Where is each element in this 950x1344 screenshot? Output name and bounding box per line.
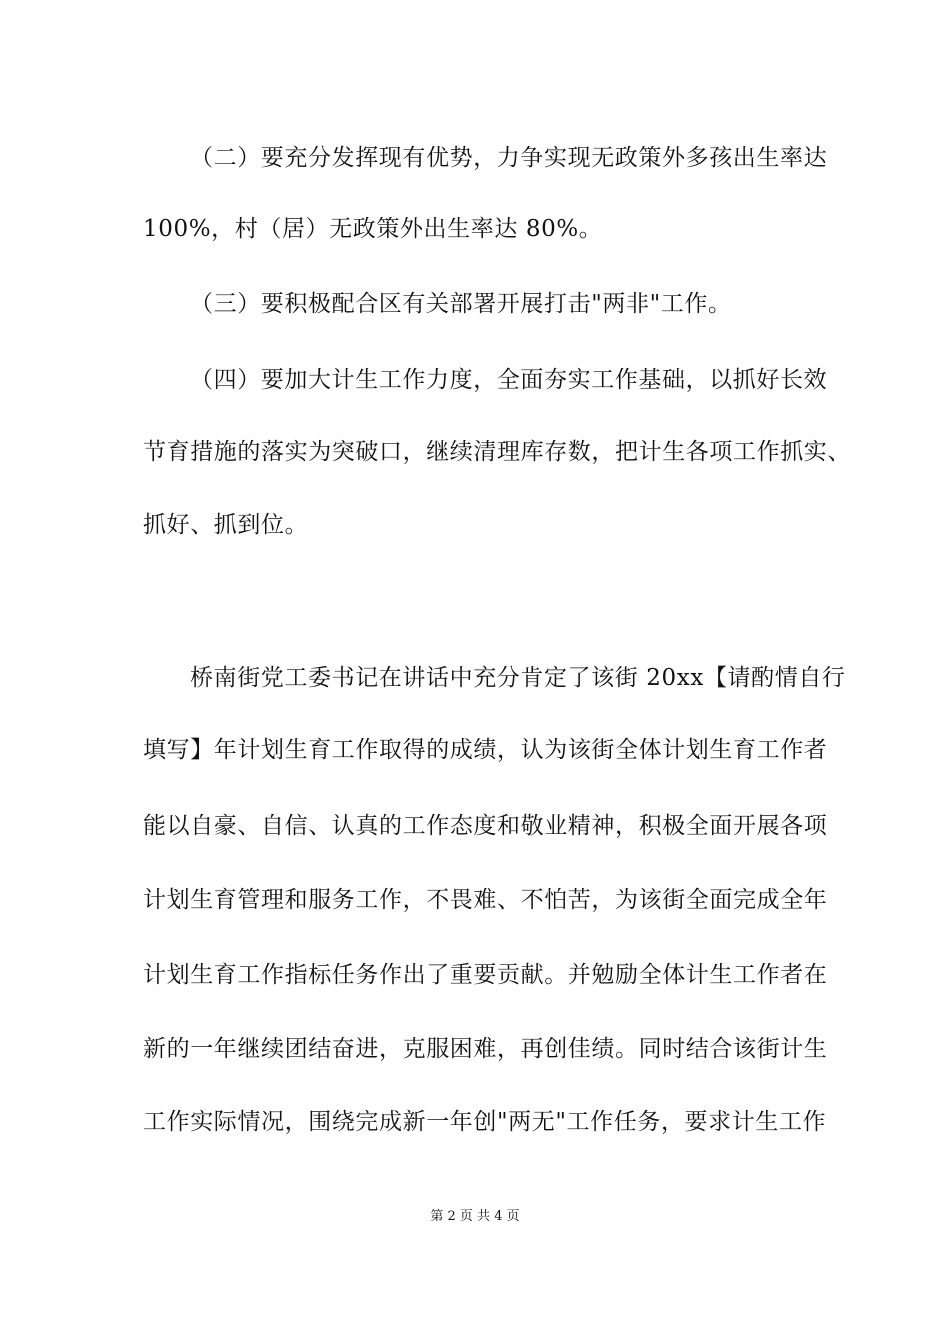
paragraph-line: 抓好、抓到位。 — [143, 512, 309, 538]
paragraph-line: 计划生育工作指标任务作出了重要贡献。并勉励全体计生工作者在 — [143, 962, 828, 988]
page-number-footer: 第 2 页 共 4 页 — [430, 1209, 520, 1224]
paragraph-line: 计划生育管理和服务工作，不畏难、不怕苦，为该街全面完成全年 — [143, 887, 828, 913]
paragraph-line: （四）要加大计生工作力度，全面夯实工作基础，以抓好长效 — [190, 367, 828, 393]
paragraph-line: 节育措施的落实为突破口，继续清理库存数，把计生各项工作抓实、 — [143, 439, 851, 465]
paragraph-line: 工作实际情况，围绕完成新一年创"两无"工作任务，要求计生工作 — [143, 1109, 827, 1135]
paragraph-line: 桥南街党工委书记在讲话中充分肯定了该街 20xx【请酌情自行 — [190, 665, 846, 691]
paragraph-line: 能以自豪、自信、认真的工作态度和敬业精神，积极全面开展各项 — [143, 813, 828, 839]
paragraph-line: （二）要充分发挥现有优势，力争实现无政策外多孩出生率达 — [190, 145, 828, 171]
paragraph-line: 新的一年继续团结奋进，克服困难，再创佳绩。同时结合该街计生 — [143, 1036, 828, 1062]
paragraph-line: 填写】年计划生育工作取得的成绩，认为该街全体计划生育工作者 — [143, 737, 828, 763]
paragraph-line: 100%，村（居）无政策外出生率达 80%。 — [143, 216, 603, 242]
paragraph-line: （三）要积极配合区有关部署开展打击"两非"工作。 — [190, 291, 732, 317]
